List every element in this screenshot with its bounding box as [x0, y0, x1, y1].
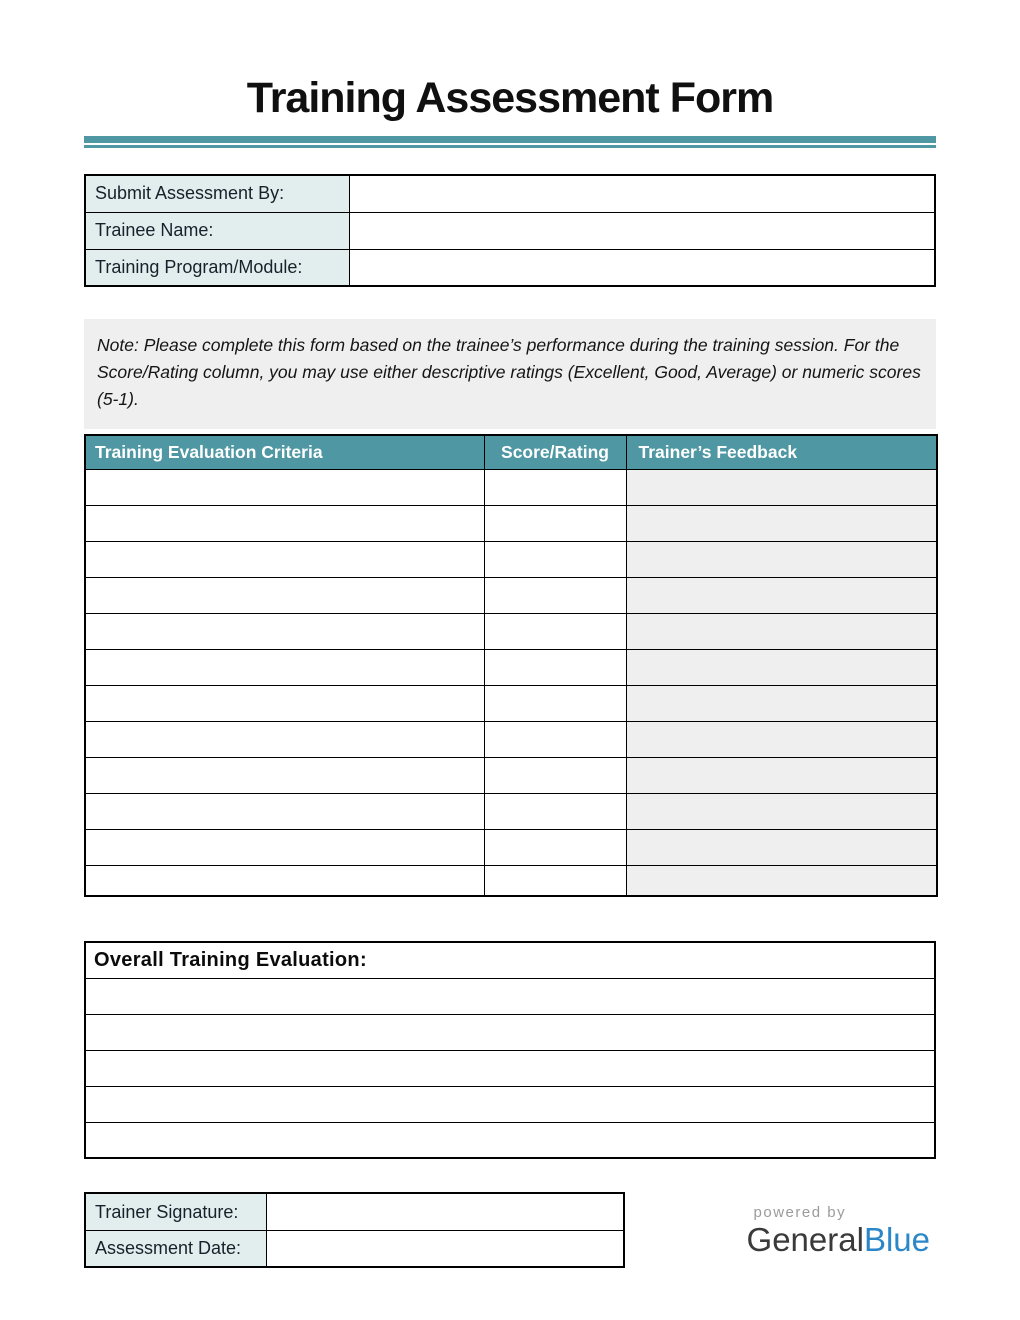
evaluation-row	[85, 829, 937, 865]
overall-row	[85, 1122, 935, 1158]
brand-name-blue: Blue	[863, 1221, 930, 1259]
criteria-cell[interactable]	[85, 541, 484, 577]
assessment-date-label: Assessment Date:	[85, 1230, 266, 1267]
info-table	[84, 174, 936, 287]
score-cell[interactable]	[484, 541, 626, 577]
title-rule-thick	[84, 136, 936, 143]
feedback-cell[interactable]	[626, 469, 937, 505]
score-cell[interactable]	[484, 613, 626, 649]
overall-evaluation-field[interactable]	[85, 1122, 935, 1158]
title-rule-thin	[84, 145, 936, 148]
criteria-cell[interactable]	[85, 829, 484, 865]
training-program-field[interactable]	[349, 249, 935, 286]
score-cell[interactable]	[484, 685, 626, 721]
score-column-header: Score/Rating	[484, 435, 626, 469]
criteria-cell[interactable]	[85, 505, 484, 541]
criteria-cell[interactable]	[85, 649, 484, 685]
criteria-cell[interactable]	[85, 613, 484, 649]
evaluation-row	[85, 505, 937, 541]
criteria-cell[interactable]	[85, 757, 484, 793]
evaluation-row	[85, 865, 937, 896]
signature-table	[84, 1192, 625, 1268]
feedback-cell[interactable]	[626, 829, 937, 865]
trainee-name-label: Trainee Name:	[85, 212, 349, 249]
submit-assessment-by-field[interactable]	[349, 175, 935, 212]
score-cell[interactable]	[484, 793, 626, 829]
overall-table-body	[85, 978, 935, 1158]
criteria-column-header: Training Evaluation Criteria	[85, 435, 484, 469]
criteria-cell[interactable]	[85, 721, 484, 757]
evaluation-row	[85, 613, 937, 649]
feedback-column-header: Trainer’s Feedback	[626, 435, 937, 469]
criteria-cell[interactable]	[85, 577, 484, 613]
score-cell[interactable]	[484, 757, 626, 793]
overall-row	[85, 1014, 935, 1050]
feedback-cell[interactable]	[626, 757, 937, 793]
score-cell[interactable]	[484, 577, 626, 613]
score-cell[interactable]	[484, 865, 626, 896]
overall-evaluation-field[interactable]	[85, 1086, 935, 1122]
score-cell[interactable]	[484, 505, 626, 541]
evaluation-header-row	[85, 435, 937, 469]
evaluation-table	[84, 434, 938, 897]
feedback-cell[interactable]	[626, 721, 937, 757]
info-row	[85, 249, 935, 286]
evaluation-row	[85, 757, 937, 793]
overall-row	[85, 978, 935, 1014]
assessment-date-field[interactable]	[266, 1230, 624, 1267]
overall-evaluation-title: Overall Training Evaluation:	[85, 942, 935, 978]
overall-row	[85, 1050, 935, 1086]
evaluation-row	[85, 577, 937, 613]
feedback-cell[interactable]	[626, 577, 937, 613]
criteria-cell[interactable]	[85, 685, 484, 721]
criteria-cell[interactable]	[85, 865, 484, 896]
content-area	[84, 0, 936, 1282]
trainer-signature-label: Trainer Signature:	[85, 1193, 266, 1230]
evaluation-row	[85, 721, 937, 757]
feedback-cell[interactable]	[626, 685, 937, 721]
powered-by-text: powered by	[753, 1204, 847, 1222]
evaluation-row	[85, 469, 937, 505]
overall-header-row	[85, 942, 935, 978]
training-program-label: Training Program/Module:	[85, 249, 349, 286]
evaluation-row	[85, 685, 937, 721]
criteria-cell[interactable]	[85, 469, 484, 505]
info-row	[85, 212, 935, 249]
feedback-cell[interactable]	[626, 541, 937, 577]
score-cell[interactable]	[484, 721, 626, 757]
note-text: Note: Please complete this form based on the trainee’s performance during the training session. For the Score/Rating column, you may use either descriptive ratings (Excellent, Good, Average) or numeric scores (5-1).	[84, 319, 936, 429]
score-cell[interactable]	[484, 469, 626, 505]
feedback-cell[interactable]	[626, 505, 937, 541]
overall-evaluation-field[interactable]	[85, 1050, 935, 1086]
score-cell[interactable]	[484, 649, 626, 685]
criteria-cell[interactable]	[85, 793, 484, 829]
overall-evaluation-section	[84, 941, 936, 1159]
score-cell[interactable]	[484, 829, 626, 865]
bottom-row	[84, 1192, 936, 1282]
signature-row	[85, 1193, 624, 1230]
signature-row	[85, 1230, 624, 1267]
feedback-cell[interactable]	[626, 793, 937, 829]
overall-evaluation-field[interactable]	[85, 1014, 935, 1050]
overall-row	[85, 1086, 935, 1122]
evaluation-row	[85, 793, 937, 829]
overall-evaluation-field[interactable]	[85, 978, 935, 1014]
evaluation-row	[85, 541, 937, 577]
trainee-name-field[interactable]	[349, 212, 935, 249]
brand-name	[747, 1223, 930, 1258]
page-title: Training Assessment Form	[246, 74, 774, 122]
submit-assessment-by-label: Submit Assessment By:	[85, 175, 349, 212]
evaluation-table-body	[85, 469, 937, 896]
feedback-cell[interactable]	[626, 649, 937, 685]
brand-logo	[747, 1205, 930, 1257]
info-row	[85, 175, 935, 212]
feedback-cell[interactable]	[626, 613, 937, 649]
evaluation-row	[85, 649, 937, 685]
feedback-cell[interactable]	[626, 865, 937, 896]
brand-name-general: General	[746, 1221, 864, 1259]
trainer-signature-field[interactable]	[266, 1193, 624, 1230]
